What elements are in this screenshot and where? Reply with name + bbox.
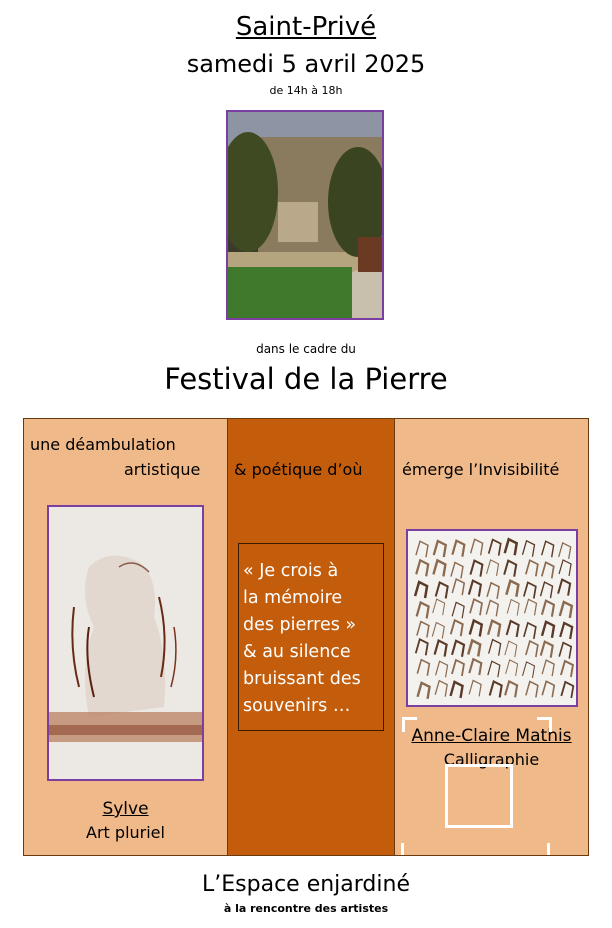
artist-mathis-role: Calligraphie	[443, 750, 540, 769]
footer-subtitle: à la rencontre des artistes	[223, 902, 389, 915]
left-heading-line2: artistique	[124, 460, 201, 479]
garden-photo	[226, 110, 384, 320]
left-column	[24, 419, 227, 855]
middle-column	[227, 419, 395, 855]
artist-sylve-name: Sylve	[102, 799, 149, 819]
middle-heading: & poétique d’où	[234, 460, 363, 479]
festival-name: Festival de la Pierre	[164, 362, 448, 396]
quote-line: la mémoire	[243, 588, 343, 608]
event-hours: de 14h à 18h	[269, 84, 343, 97]
artwork-sylve	[47, 505, 204, 781]
event-context: dans le cadre du	[256, 342, 356, 356]
quote-line: bruissant des	[243, 669, 361, 689]
crop-mark	[547, 843, 550, 855]
quote-line: « Je crois à	[243, 561, 339, 581]
crop-mark	[402, 717, 417, 732]
footer-title: L’Espace enjardiné	[202, 872, 410, 897]
event-date: samedi 5 avril 2025	[186, 50, 426, 78]
crop-mark	[537, 717, 552, 732]
artist-mathis-name: Anne-Claire Mathis	[411, 726, 572, 746]
right-column	[395, 419, 588, 855]
right-heading: émerge l’Invisibilité	[402, 460, 560, 479]
left-heading-line1: une déambulation	[30, 435, 176, 454]
artist-sylve-role: Art pluriel	[86, 823, 165, 842]
quote-line: souvenirs …	[243, 696, 351, 716]
quote-line: & au silence	[243, 642, 351, 662]
program-panel	[23, 418, 589, 856]
page-title: Saint-Privé	[235, 12, 377, 42]
crop-mark	[401, 843, 404, 855]
quote-box	[238, 543, 384, 731]
quote-line: des pierres »	[243, 615, 357, 635]
artwork-calligraphy	[406, 529, 578, 707]
crop-mark	[445, 764, 513, 828]
